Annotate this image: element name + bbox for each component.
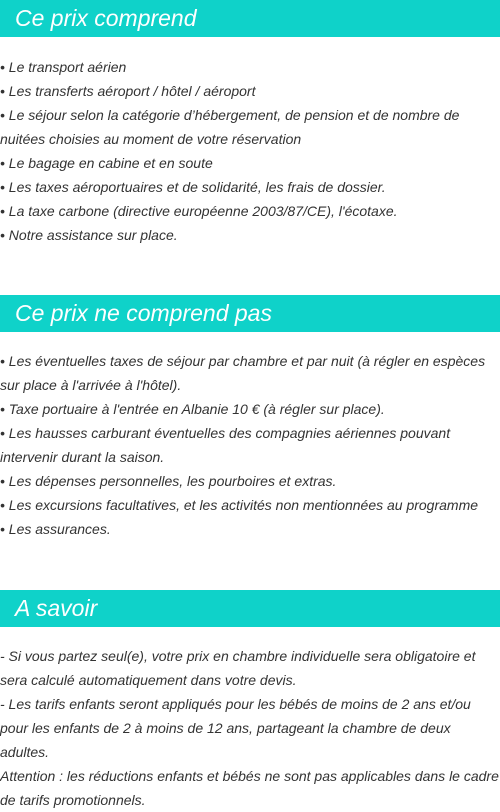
list-item: • Le transport aérien xyxy=(0,59,127,75)
list-item: • Les excursions facultatives, et les activités non mentionnées au programme xyxy=(0,497,479,513)
section-good-to-know xyxy=(0,590,500,812)
section-header-included: Ce prix comprend xyxy=(0,0,500,37)
section-header-not-included: Ce prix ne comprend pas xyxy=(0,295,500,332)
list-item: • Le séjour selon la catégorie d’hébergement, de pension et de nombre de nuitées choisies au moment de votre réservation xyxy=(0,107,460,147)
list-item: • Les hausses carburant éventuelles des compagnies aériennes pouvant intervenir durant la saison. xyxy=(0,425,451,465)
list-item: - Les tarifs enfants seront appliqués pour les bébés de moins de 2 ans et/ou pour les enfants de 2 à moins de 12 ans, partageant la chambre de deux adultes. xyxy=(0,696,471,760)
section-not-included xyxy=(0,295,500,541)
list-item: • Les éventuelles taxes de séjour par chambre et par nuit (à régler en espèces sur place à l'arrivée à l'hôtel). xyxy=(0,353,486,393)
section-header-good-to-know: A savoir xyxy=(0,590,500,627)
list-item: • Le bagage en cabine et en soute xyxy=(0,155,213,171)
included-list xyxy=(0,55,500,247)
section-included xyxy=(0,0,500,247)
list-item: • La taxe carbone (directive européenne 2003/87/CE), l'écotaxe. xyxy=(0,203,398,219)
not-included-list xyxy=(0,349,500,541)
list-item: Attention : les réductions enfants et bébés ne sont pas applicables dans le cadre de tarifs promotionnels. xyxy=(0,768,499,808)
list-item: • Les dépenses personnelles, les pourboires et extras. xyxy=(0,473,337,489)
list-item: • Les taxes aéroportuaires et de solidarité, les frais de dossier. xyxy=(0,179,386,195)
list-item: • Taxe portuaire à l'entrée en Albanie 10 € (à régler sur place). xyxy=(0,401,385,417)
list-item: • Les assurances. xyxy=(0,521,111,537)
list-item: • Les transferts aéroport / hôtel / aéroport xyxy=(0,83,256,99)
list-item: • Notre assistance sur place. xyxy=(0,227,178,243)
list-item: - Si vous partez seul(e), votre prix en chambre individuelle sera obligatoire et sera calculé automatiquement dans votre devis. xyxy=(0,648,476,688)
